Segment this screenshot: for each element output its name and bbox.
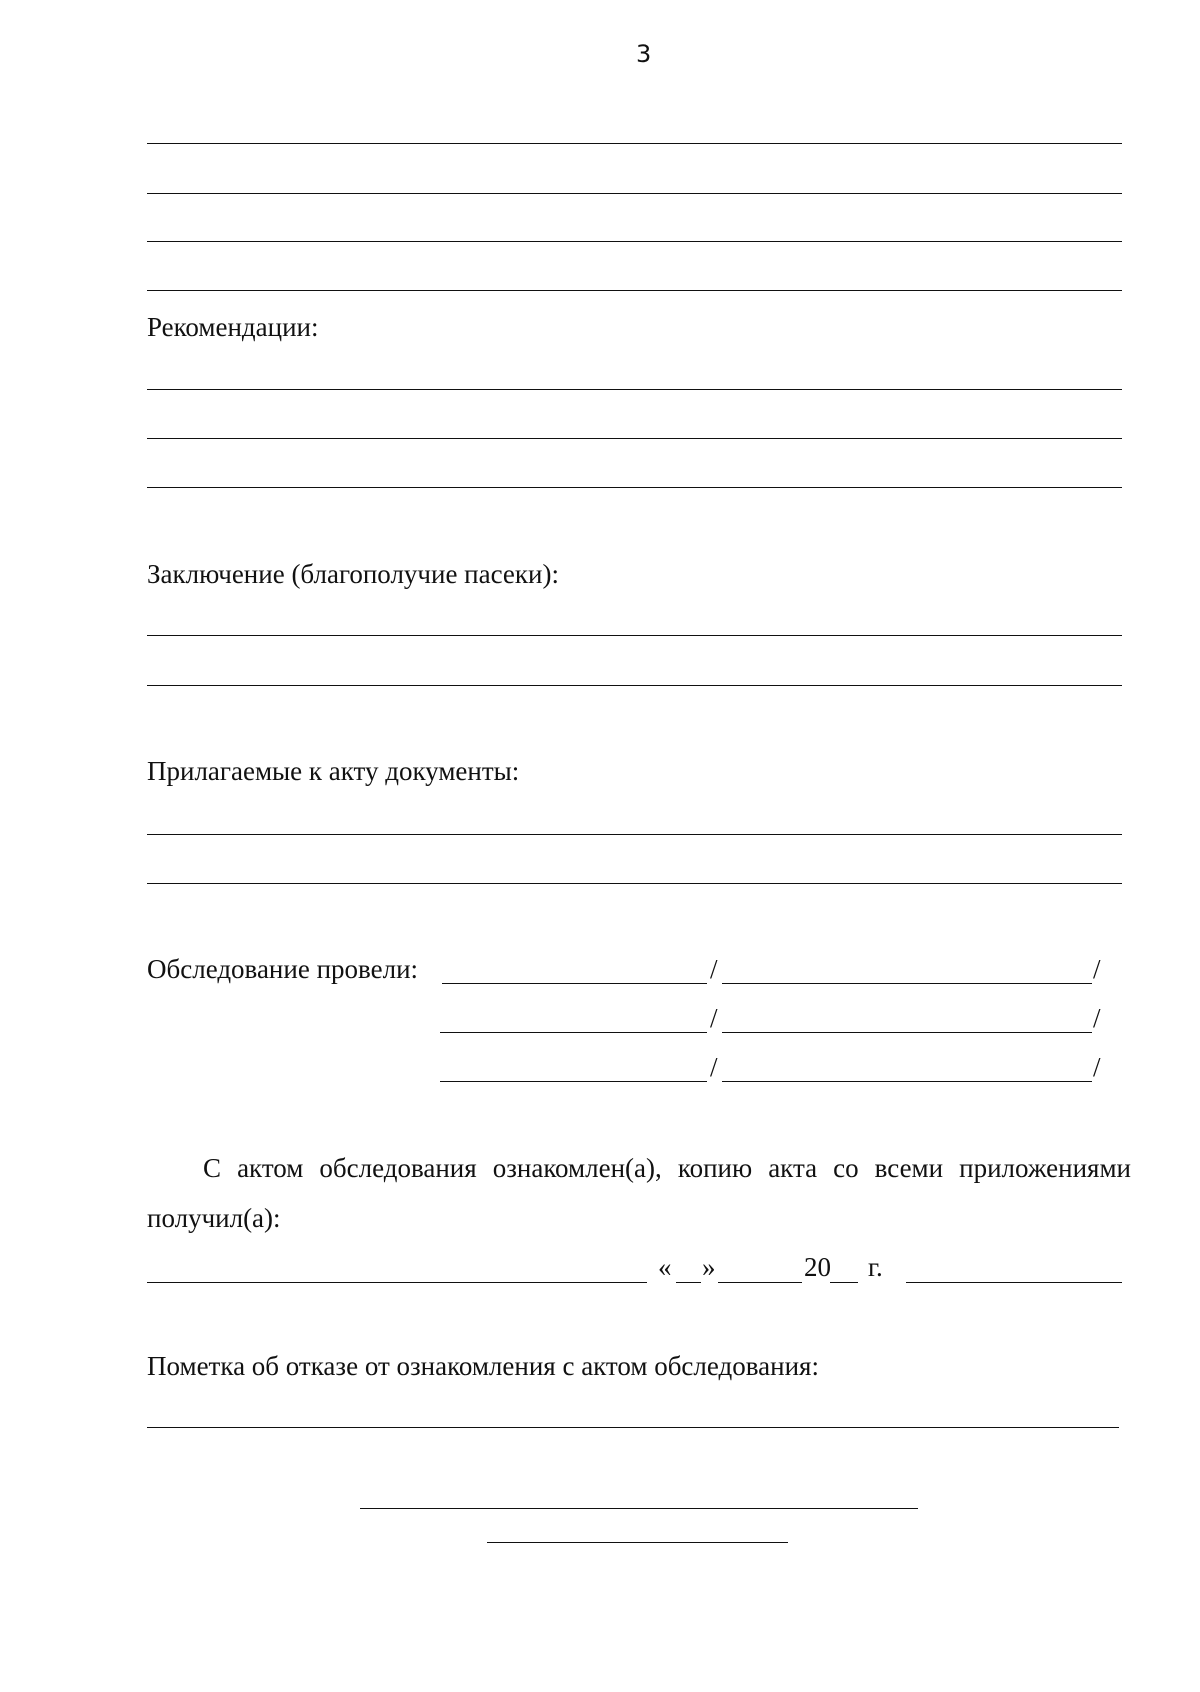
recommendations-line[interactable]: [147, 389, 1122, 390]
signature-separator: /: [710, 1052, 718, 1082]
signature-separator: /: [1093, 1052, 1101, 1082]
signature-line[interactable]: [440, 1032, 707, 1033]
acknowledgement-line-1: С актом обследования ознакомлен(а), копию акта со всеми приложениями: [203, 1153, 1131, 1183]
date-close-quote: »: [702, 1252, 716, 1282]
conducted-label: Обследование провели:: [147, 954, 419, 984]
name-line[interactable]: [722, 983, 1092, 984]
acknowledger-signature-line[interactable]: [147, 1282, 647, 1283]
acknowledgement-line-2: получил(а):: [147, 1203, 281, 1233]
signature-separator: /: [1093, 954, 1101, 984]
signature-separator: /: [710, 954, 718, 984]
blank-line[interactable]: [147, 143, 1122, 144]
blank-line[interactable]: [147, 290, 1122, 291]
blank-line[interactable]: [147, 193, 1122, 194]
date-year-prefix: 20: [804, 1252, 831, 1282]
date-day-line[interactable]: [676, 1282, 701, 1283]
recommendations-label: Рекомендации:: [147, 312, 319, 342]
attachments-line[interactable]: [147, 883, 1122, 884]
name-line[interactable]: [722, 1081, 1092, 1082]
date-year-suffix: г.: [868, 1252, 883, 1282]
date-year-line[interactable]: [830, 1282, 858, 1283]
acknowledger-name-line[interactable]: [906, 1282, 1122, 1283]
acknowledgement-text: [203, 1152, 1131, 1184]
signature-separator: /: [710, 1003, 718, 1033]
signature-separator: /: [1093, 1003, 1101, 1033]
conclusion-line[interactable]: [147, 685, 1122, 686]
attachments-label: Прилагаемые к акту документы:: [147, 756, 520, 786]
conclusion-label: Заключение (благополучие пасеки):: [147, 559, 559, 589]
signature-line[interactable]: [440, 1081, 707, 1082]
blank-line[interactable]: [147, 241, 1122, 242]
recommendations-line[interactable]: [147, 438, 1122, 439]
recommendations-line[interactable]: [147, 487, 1122, 488]
refusal-line[interactable]: [147, 1427, 1119, 1428]
date-open-quote: «: [658, 1252, 672, 1282]
closing-rule-long: [360, 1508, 918, 1509]
date-month-line[interactable]: [718, 1282, 802, 1283]
signature-line[interactable]: [442, 983, 707, 984]
attachments-line[interactable]: [147, 834, 1122, 835]
conclusion-line[interactable]: [147, 635, 1122, 636]
name-line[interactable]: [722, 1032, 1092, 1033]
closing-rule-short: [487, 1542, 788, 1543]
refusal-label: Пометка об отказе от ознакомления с актом обследования:: [147, 1351, 819, 1381]
page-number: 3: [636, 40, 652, 68]
